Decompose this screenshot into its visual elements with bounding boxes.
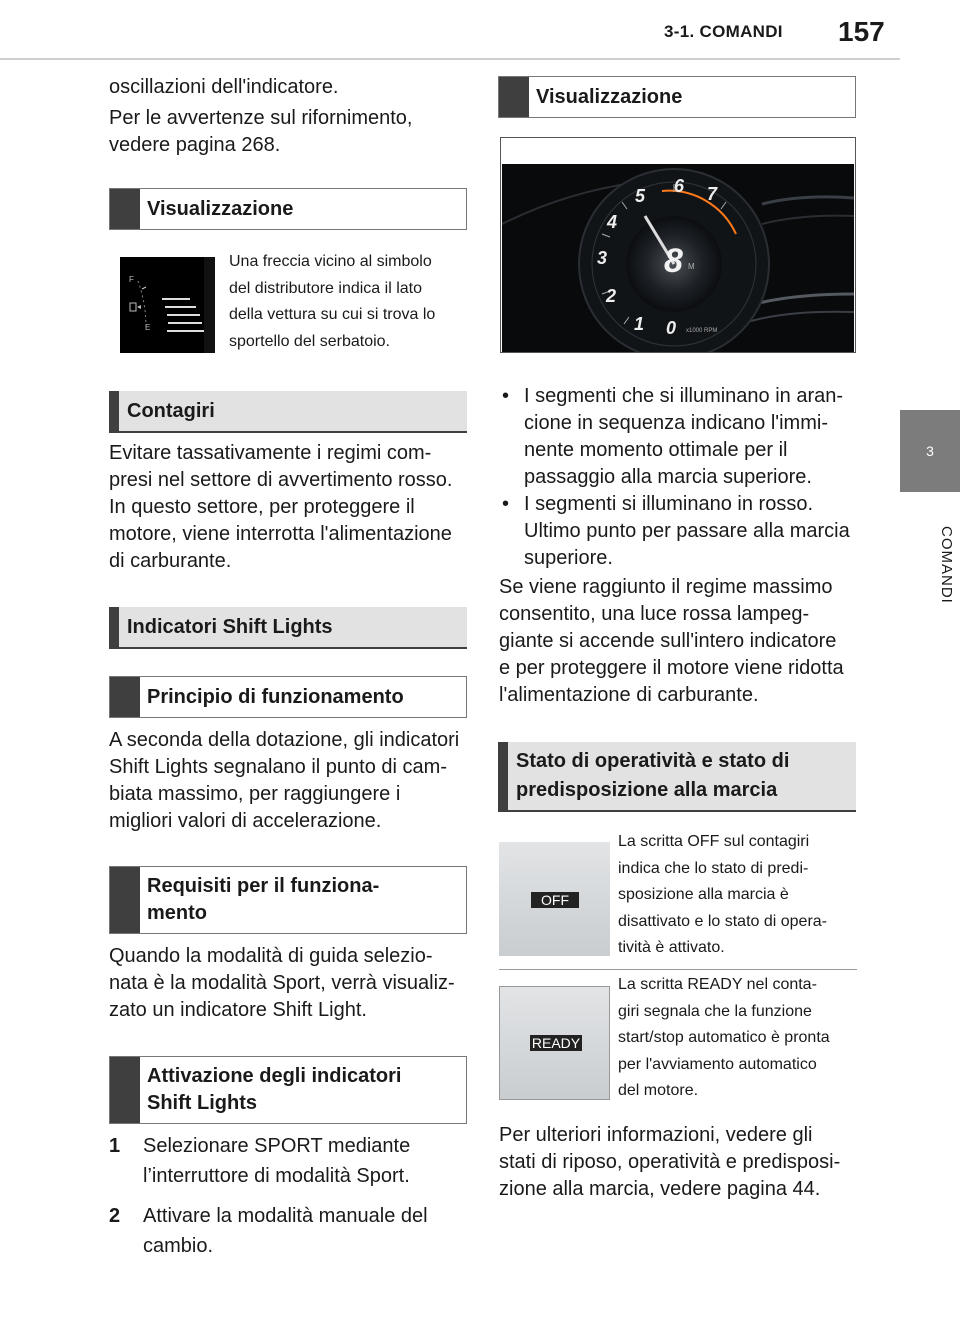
heading-bar (110, 677, 140, 717)
ready-image (499, 986, 610, 1100)
fuel-empty-label: E (145, 323, 151, 332)
heading-visualizzazione-tacho (498, 76, 856, 118)
text-line: zione alla marcia, vedere pagina 44. (499, 1178, 821, 1200)
text-line: disattivato e lo stato di opera- (618, 912, 828, 930)
bullet-text (524, 491, 862, 572)
text-line: Evitare tassativamente i regimi com- (109, 442, 432, 464)
text-line: sposizione alla marcia è (618, 886, 789, 903)
heading-bar (109, 391, 119, 431)
text-line: A seconda della dotazione, gli indicatori (109, 729, 460, 751)
text-line: giante si accende sull'intero indicatore (499, 630, 837, 652)
heading-text (140, 873, 379, 927)
step-number: 2 (109, 1205, 121, 1227)
heading-text: Indicatori Shift Lights (127, 615, 333, 638)
text-line: migliori valori di accelerazione. (109, 810, 382, 832)
text-line: sportello del serbatoio. (229, 332, 390, 350)
intro-text (109, 74, 412, 159)
off-image (499, 842, 610, 956)
tacho-number-6: 6 (674, 176, 685, 196)
row-divider (499, 969, 857, 970)
heading-line: Requisiti per il funziona- (147, 875, 380, 897)
text-line: passaggio alla marcia superiore. (524, 466, 812, 488)
heading-requisiti (109, 866, 467, 934)
text-line: La scritta OFF sul contagiri (618, 833, 810, 850)
step-1 (109, 1131, 469, 1191)
text-line: biata massimo, per raggiungere i (109, 783, 401, 805)
tacho-number-4: 4 (607, 212, 618, 232)
text-line: start/stop automatico è pronta (618, 1029, 830, 1046)
text-line: del distributore indica il lato (229, 279, 422, 297)
heading-bar (110, 867, 140, 933)
off-badge: OFF (531, 892, 579, 908)
bullet-item-2 (502, 491, 862, 572)
heading-line: Shift Lights (147, 1092, 257, 1114)
bullet-item-1 (502, 383, 862, 491)
text-line: vedere pagina 268. (109, 134, 281, 156)
heading-bar (498, 742, 508, 810)
text-line: presi nel settore di avvertimento rosso. (109, 469, 453, 491)
heading-text (508, 747, 789, 805)
tacho-gear-mode: M (688, 262, 695, 271)
bullet-text (524, 383, 862, 491)
heading-bar (110, 1057, 140, 1123)
text-line: nente momento ottimale per il (524, 439, 788, 461)
heading-line: Attivazione degli indicatori (147, 1065, 402, 1087)
heading-text: Contagiri (127, 399, 215, 422)
step-number: 1 (109, 1135, 121, 1157)
text-line: La scritta READY nel conta- (618, 976, 817, 993)
heading-text: Visualizzazione (536, 85, 683, 108)
tacho-number-1: 1 (634, 314, 645, 334)
regime-text (499, 574, 844, 709)
text-line: della vettura su cui si trova lo (229, 306, 436, 323)
text-line: oscillazioni dell'indicatore. (109, 76, 339, 98)
tachometer-display (502, 164, 854, 352)
tacho-number-7: 7 (707, 184, 718, 204)
text-line: Shift Lights segnalano il punto di cam- (109, 756, 447, 778)
text-line: consentito, una luce rossa lampeg- (499, 603, 810, 625)
text-line: superiore. (524, 547, 613, 569)
header-rule (0, 58, 900, 60)
principio-text (109, 727, 459, 835)
tacho-number-3: 3 (597, 248, 608, 268)
page-number: 157 (838, 16, 885, 47)
text-line: cambio. (143, 1235, 214, 1257)
text-line: I segmenti si illuminano in rosso. (524, 493, 814, 515)
heading-principio (109, 676, 467, 718)
tacho-gear: 8 (664, 242, 683, 280)
text-line: per l'avviamento automatico (618, 1055, 817, 1073)
step-text (143, 1131, 469, 1191)
heading-stato (498, 742, 856, 812)
step-text (143, 1201, 469, 1261)
tachometer-image (500, 137, 856, 353)
text-line: I segmenti che si illuminano in aran- (524, 385, 844, 407)
tacho-number-5: 5 (635, 186, 646, 206)
text-line: Se viene raggiunto il regime massimo (499, 576, 833, 598)
bullet-dot: • (502, 385, 510, 407)
text-line: nata è la modalità Sport, verrà visualiz- (109, 972, 455, 994)
text-line: Attivare la modalità manuale del (143, 1205, 428, 1227)
text-line: l’interruttore di modalità Sport. (143, 1165, 410, 1187)
heading-line: Stato di operatività e stato di (516, 750, 790, 772)
contagiri-text (109, 440, 453, 575)
text-line: stati di riposo, operatività e predisposi- (499, 1151, 841, 1173)
heading-text: Visualizzazione (147, 197, 294, 220)
heading-bar (109, 607, 119, 647)
heading-bar (110, 189, 140, 229)
text-line: zato un indicatore Shift Light. (109, 999, 367, 1021)
heading-line: mento (147, 902, 207, 924)
fuel-gauge-graphic (120, 257, 215, 353)
heading-text: Principio di funzionamento (147, 685, 404, 708)
text-line: di carburante. (109, 550, 232, 572)
fuel-caption (229, 249, 435, 355)
final-text (499, 1122, 840, 1203)
text-line: Per ulteriori informazioni, vedere gli (499, 1124, 813, 1146)
fuel-gauge-image (120, 257, 215, 353)
heading-shift-lights (109, 607, 467, 649)
requisiti-text (109, 943, 455, 1024)
text-line: del motore. (618, 1082, 699, 1099)
chapter-tab: 3 (900, 410, 960, 492)
section-title: 3-1. COMANDI (664, 22, 783, 41)
text-line: cione in sequenza indicano l'immi- (524, 412, 828, 434)
text-line: tività è attivato. (618, 939, 725, 956)
heading-line: predisposizione alla marcia (516, 779, 778, 801)
bullet-dot: • (502, 493, 510, 515)
ready-badge: READY (531, 1035, 581, 1051)
heading-visualizzazione-fuel (109, 188, 467, 230)
text-line: Selezionare SPORT mediante (143, 1135, 411, 1157)
step-2 (109, 1201, 469, 1261)
text-line: Quando la modalità di guida selezio- (109, 945, 433, 967)
text-line: Ultimo punto per passare alla marcia (524, 520, 850, 542)
heading-text (140, 1063, 401, 1117)
ready-caption (618, 972, 830, 1105)
text-line: Una freccia vicino al simbolo (229, 253, 432, 270)
heading-contagiri (109, 391, 467, 433)
off-caption (618, 829, 827, 962)
tacho-number-2: 2 (606, 286, 617, 306)
tacho-unit: x1000 RPM (686, 328, 718, 334)
text-line: e per proteggere il motore viene ridotta (499, 657, 844, 679)
chapter-label: COMANDI (938, 526, 955, 604)
text-line: Per le avvertenze sul rifornimento, (109, 107, 413, 129)
heading-attivazione (109, 1056, 467, 1124)
text-line: indica che lo stato di predi- (618, 859, 809, 877)
fuel-full-label: F (129, 275, 134, 284)
text-line: l'alimentazione di carburante. (499, 684, 759, 706)
tacho-number-0: 0 (666, 318, 677, 338)
text-line: In questo settore, per proteggere il (109, 496, 415, 518)
text-line: motore, viene interrotta l'alimentazione (109, 523, 452, 545)
text-line: giri segnala che la funzione (618, 1002, 812, 1020)
heading-bar (499, 77, 529, 117)
